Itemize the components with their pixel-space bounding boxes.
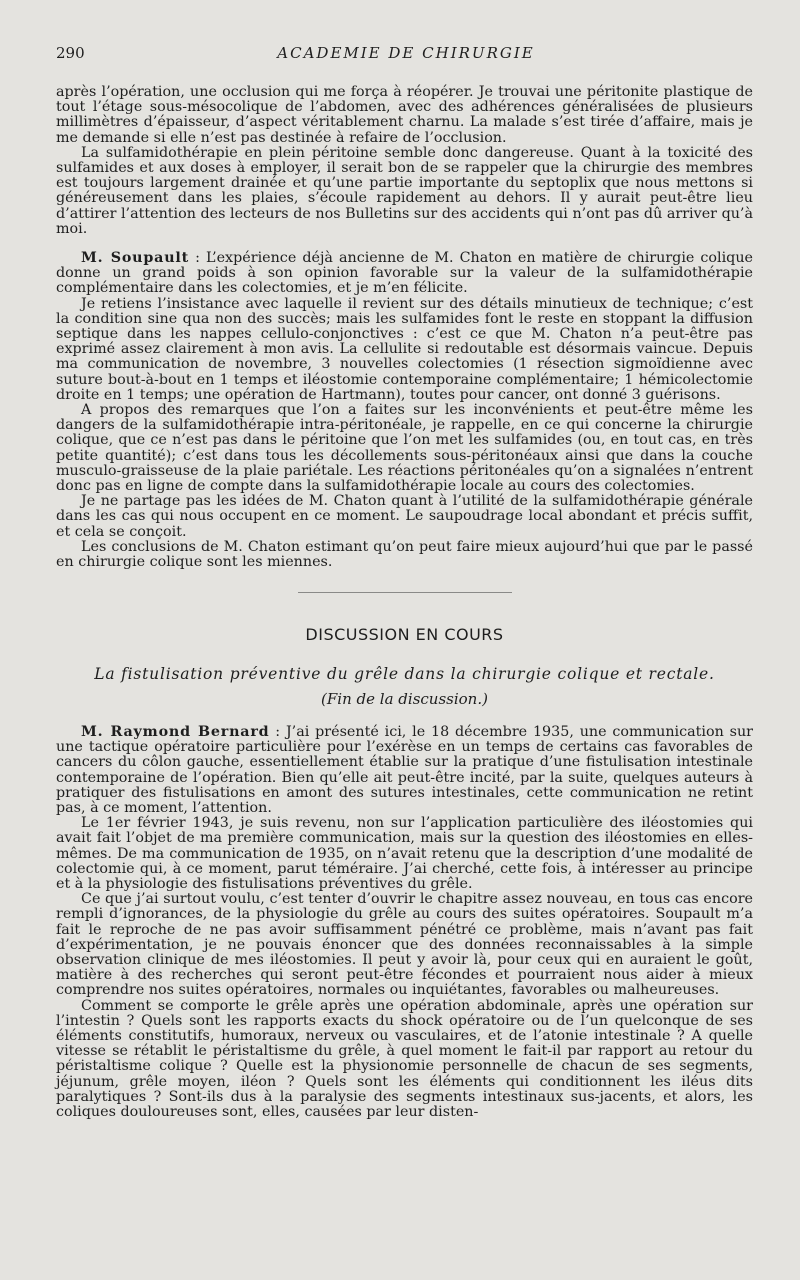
page-number: 290 bbox=[56, 44, 85, 62]
paragraph: Les conclusions de M. Chaton estimant qu’on peut faire mieux aujourd’hui que par le passé en chirurgie colique sont les miennes. bbox=[56, 538, 753, 571]
article-body bbox=[56, 85, 753, 1120]
speaker-name: M. Raymond Bernard bbox=[81, 723, 270, 740]
paragraph: après l’opération, une occlusion qui me força à réopérer. Je trouvai une péritonite plastique de tout l’étage sous-mésocolique de l’abdomen, avec des adhérences généralisées de plusieurs millimètres d’épaisseur, d’aspect véritablement charnu. La malade s’est tirée d’affaire, mais je me demande si elle n’est pas destinée à refaire de l’occlusion. bbox=[56, 84, 753, 146]
paragraph: Je retiens l’insistance avec laquelle il revient sur des détails minutieux de technique; c’est la condition sine qua non des succès; mais les sulfamides font le reste en stoppant la diffusion septique dans les nappes cellulo-conjonctives : c’est ce que M. Chaton n’a peut-être pas exprimé assez clairement à mon avis. La cellulite si redoutable est désormais vaincue. Depuis ma communication de novembre, 3 nouvelles colectomies (1 résection sigmoïdienne avec suture bout-à-bout en 1 temps et iléostomie contemporaine complémentaire; 1 hémicolectomie droite en 1 temps; une opération de Hartmann), toutes pour cancer, ont donné 3 guérisons. bbox=[56, 295, 753, 403]
paragraph: La sulfamidothérapie en plein péritoine semble donc dangereuse. Quant à la toxicité des sulfamides et aux doses à employer, il serait bon de se rappeler que la chirurgie des membres est toujours largement drainée et qu’une partie importante du septoplix que nous mettons si généreusement dans les plaies, s’écoule rapidement au dehors. Il y aurait peut-être lieu d’attirer l’attention des lecteurs de nos Bulletins sur des accidents qui n’ont pas dû arriver qu’à moi. bbox=[56, 144, 753, 237]
speaker-text: : L’expérience déjà ancienne de M. Chaton en matière de chirurgie colique donne un grand poids à son opinion favorable sur la valeur de la sulfamidothérapie complémentaire dans les colectomies, et je m’en félicite. bbox=[56, 250, 753, 297]
discussion-note: (Fin de la discussion.) bbox=[321, 689, 488, 708]
section-title: DISCUSSION EN COURS bbox=[305, 625, 504, 645]
paragraph: A propos des remarques que l’on a faites sur les inconvénients et peut-être même les dangers de la sulfamidothérapie intra-péritonéale, je rappelle, en ce qui concerne la chirurgie colique, que ce n’est pas dans le péritoine que l’on met les sulfamides (ou, en tout cas, en très petite quantité); c’est dans tous les décollements sous-péritonéaux ainsi que dans la couche musculo-graisseuse de la plaie pariétale. Les réactions péritonéales qu’on a signalées n’entrent donc pas en ligne de compte dans la sulfamidothérapie locale au cours des colectomies. bbox=[56, 402, 753, 495]
section-divider bbox=[298, 592, 512, 593]
discussion-subtitle: La fistulisation préventive du grêle dans la chirurgie colique et rectale. bbox=[94, 664, 715, 683]
paragraph: Le 1er février 1943, je suis revenu, non sur l’application particulière des iléostomies qui avait fait l’objet de ma première communication, mais sur la question des iléostomies en elles-mêmes. De ma communication de 1935, on n’avait retenu que la description d’une modalité de colectomie qui, à ce moment, parut téméraire. J’ai cherché, cette fois, à intéresser au principe et à la physiologie des fistulisations préventives du grêle. bbox=[56, 815, 753, 892]
speaker-name: M. Soupault bbox=[81, 250, 190, 267]
paragraph: Ce que j’ai surtout voulu, c’est tenter d’ouvrir le chapitre assez nouveau, en tous cas encore rempli d’ignorances, de la physiologie du grêle au cours des suites opératoires. Soupault m’a fait le reproche de ne pas avoir suffisamment pénétré ce problème, mais n’avant pas fait d’expérimentation, je ne pouvais énoncer que des données reconnaissables à la simple observation clinique de mes iléostomies. Il peut y avoir là, pour ceux qui en auraient le goût, matière à des recherches qui seront peut-être fécondes et pourraient nous aider à mieux comprendre nos suites opératoires, normales ou inquiétantes, favorables ou malheureuses. bbox=[56, 891, 753, 999]
paragraph: Je ne partage pas les idées de M. Chaton quant à l’utilité de la sulfamidothérapie générale dans les cas qui nous occupent en ce moment. Le saupoudrage local abondant et précis suffit, et cela se conçoit. bbox=[56, 493, 753, 540]
paragraph: Comment se comporte le grêle après une opération abdominale, après une opération sur l’intestin ? Quels sont les rapports exacts du shock opératoire ou de l’un quelconque de ses éléments constitutifs, humoraux, nerveux ou vasculaires, et de l’atonie intestinale ? A quelle vitesse se rétablit le péristaltisme du grêle, à quel moment le fait-il par rapport au retour du péristaltisme colique ? Quelle est la physionomie personnelle de chacun de ses segments, jéjunum, grêle moyen, iléon ? Quels sont les éléments qui conditionnent les iléus dits paralytiques ? Sont-ils dus à la paralysie des segments intestinaux sus-jacents, et alors, les coliques douloureuses sont, elles, causées par leur disten- bbox=[56, 997, 753, 1120]
journal-title: ACADEMIE DE CHIRURGIE bbox=[277, 44, 535, 62]
bernard-intervention bbox=[56, 725, 753, 816]
running-header bbox=[56, 44, 756, 66]
soupault-intervention bbox=[56, 251, 753, 297]
speaker-text: : J’ai présenté ici, le 18 décembre 1935, une communication sur une tactique opératoire particulière pour l’exérèse en un temps de certains cas favorables de cancers du côlon gauche, essentiellement établie sur la pratique d’une fistulisation intestinale contemporaine de l’opération. Bien qu’elle ait peut-être incité, par la suite, quelques auteurs à pratiquer des fistulisations en amont des sutures intestinales, cette communication ne retint pas, à ce moment, l’attention. bbox=[56, 723, 753, 816]
